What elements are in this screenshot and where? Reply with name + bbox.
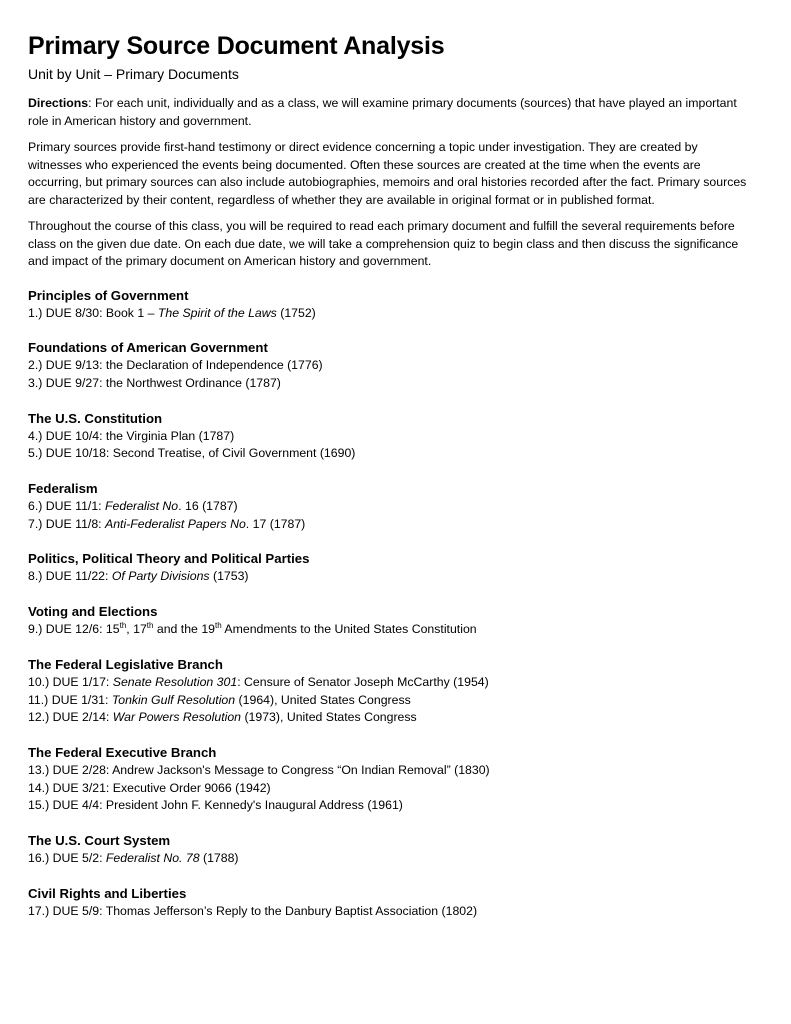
assignment-item — [28, 568, 751, 586]
assignment-suffix: . 17 (1787) — [245, 516, 306, 531]
assignment-text: 9.) DUE 12/6: 15 — [28, 622, 120, 637]
unit-section — [28, 339, 751, 392]
unit-heading: Principles of Government — [28, 287, 189, 303]
assignment-suffix: . 16 (1787) — [178, 499, 238, 514]
unit-section — [28, 480, 751, 533]
unit-heading: The U.S. Court System — [28, 833, 171, 849]
assignment-prefix: 8.) DUE 11/22: — [28, 569, 112, 584]
unit-heading: The Federal Legislative Branch — [28, 656, 223, 672]
assignment-item — [28, 305, 751, 323]
assignment-prefix: 1.) DUE 8/30: Book 1 – — [28, 305, 158, 320]
unit-heading: Politics, Political Theory and Political Parties — [28, 551, 310, 567]
assignment-item: 14.) DUE 3/21: Executive Order 9066 (1942) — [28, 780, 271, 795]
assignment-prefix: 11.) DUE 1/31: — [28, 692, 112, 707]
assignment-suffix: (1753) — [209, 569, 249, 584]
assignment-prefix: 7.) DUE 11/8: — [28, 516, 105, 531]
assignment-item — [28, 692, 751, 710]
directions-label: Directions — [28, 96, 89, 110]
unit-heading: Voting and Elections — [28, 604, 158, 620]
document-title: The Spirit of the Laws — [157, 305, 277, 320]
assignment-item: 4.) DUE 10/4: the Virginia Plan (1787) — [28, 428, 235, 443]
page-subtitle: Unit by Unit – Primary Documents — [28, 66, 239, 82]
assignment-text: and the 19 — [153, 622, 215, 637]
unit-heading: The U.S. Constitution — [28, 410, 163, 426]
directions-text: : For each unit, individually and as a class, we will examine primary documents (sources) that have played an important role in American history and government. — [28, 96, 737, 128]
assignment-item — [28, 850, 751, 868]
assignment-item: 2.) DUE 9/13: the Declaration of Independence (1776) — [28, 358, 323, 373]
assignment-suffix: (1752) — [276, 305, 316, 320]
page-title: Primary Source Document Analysis — [28, 32, 445, 60]
unit-section — [28, 885, 751, 921]
document-title: Of Party Divisions — [111, 569, 210, 584]
ordinal-suffix: th — [215, 621, 222, 631]
unit-section — [28, 603, 751, 639]
unit-section — [28, 550, 751, 586]
assignment-item: 15.) DUE 4/4: President John F. Kennedy's Inaugural Address (1961) — [28, 798, 403, 813]
assignment-suffix: : Censure of Senator Joseph McCarthy (1954) — [237, 674, 489, 689]
unit-section — [28, 410, 751, 463]
document-title: Anti-Federalist Papers No — [105, 516, 246, 531]
document-title: Senate Resolution 301 — [112, 674, 238, 689]
assignment-prefix: 16.) DUE 5/2: — [28, 851, 106, 866]
unit-list — [28, 287, 751, 921]
unit-section — [28, 287, 751, 323]
document-title: Federalist No — [105, 499, 179, 514]
assignment-suffix: (1964), United States Congress — [235, 692, 411, 707]
document-title: Federalist No. 78 — [105, 851, 200, 866]
unit-section — [28, 832, 751, 868]
assignment-item — [28, 516, 751, 534]
unit-heading: Federalism — [28, 481, 98, 497]
unit-heading: The Federal Executive Branch — [28, 744, 217, 760]
document-title: War Powers Resolution — [112, 710, 242, 725]
assignment-item — [28, 709, 751, 727]
assignment-suffix: (1788) — [199, 851, 239, 866]
ordinal-suffix: th — [119, 621, 127, 631]
assignment-item — [28, 498, 751, 516]
assignment-text: , 17 — [126, 622, 147, 637]
assignment-suffix: (1973), United States Congress — [241, 710, 417, 725]
assignment-text: Amendments to the United States Constitution — [221, 622, 477, 637]
primary-sources-paragraph: Primary sources provide first-hand testimony or direct evidence concerning a topic under investigation. They are created by witnesses who experienced the events being documented. Often these sources are created at the time when the events are occurring, but primary sources can also include autobiographies, memoirs and oral histories recorded after the fact. Primary sources are characterized by their content, regardless of whether they are available in original format or in published format. — [28, 140, 747, 207]
assignment-item — [28, 621, 751, 639]
unit-heading: Civil Rights and Liberties — [28, 885, 187, 901]
directions-paragraph — [28, 95, 751, 130]
assignment-item: 13.) DUE 2/28: Andrew Jackson's Message to Congress “On Indian Removal” (1830) — [28, 762, 490, 777]
course-requirements-paragraph: Throughout the course of this class, you will be required to read each primary document and fulfill the several requirements before class on the given due date. On each due date, we will take a comprehension quiz to begin class and then discuss the significance and impact of the primary document on American history and government. — [28, 219, 739, 268]
document-title: Tonkin Gulf Resolution — [111, 692, 236, 707]
unit-heading: Foundations of American Government — [28, 340, 268, 356]
assignment-prefix: 12.) DUE 2/14: — [28, 710, 113, 725]
assignment-prefix: 10.) DUE 1/17: — [28, 674, 113, 689]
ordinal-suffix: th — [146, 621, 154, 631]
unit-section — [28, 656, 751, 727]
assignment-item: 5.) DUE 10/18: Second Treatise, of Civil Government (1690) — [28, 446, 356, 461]
assignment-item: 17.) DUE 5/9: Thomas Jefferson’s Reply to the Danbury Baptist Association (1802) — [28, 903, 478, 918]
assignment-item — [28, 674, 751, 692]
assignment-prefix: 6.) DUE 11/1: — [28, 499, 105, 514]
unit-section — [28, 744, 751, 815]
assignment-item: 3.) DUE 9/27: the Northwest Ordinance (1787) — [28, 375, 281, 390]
